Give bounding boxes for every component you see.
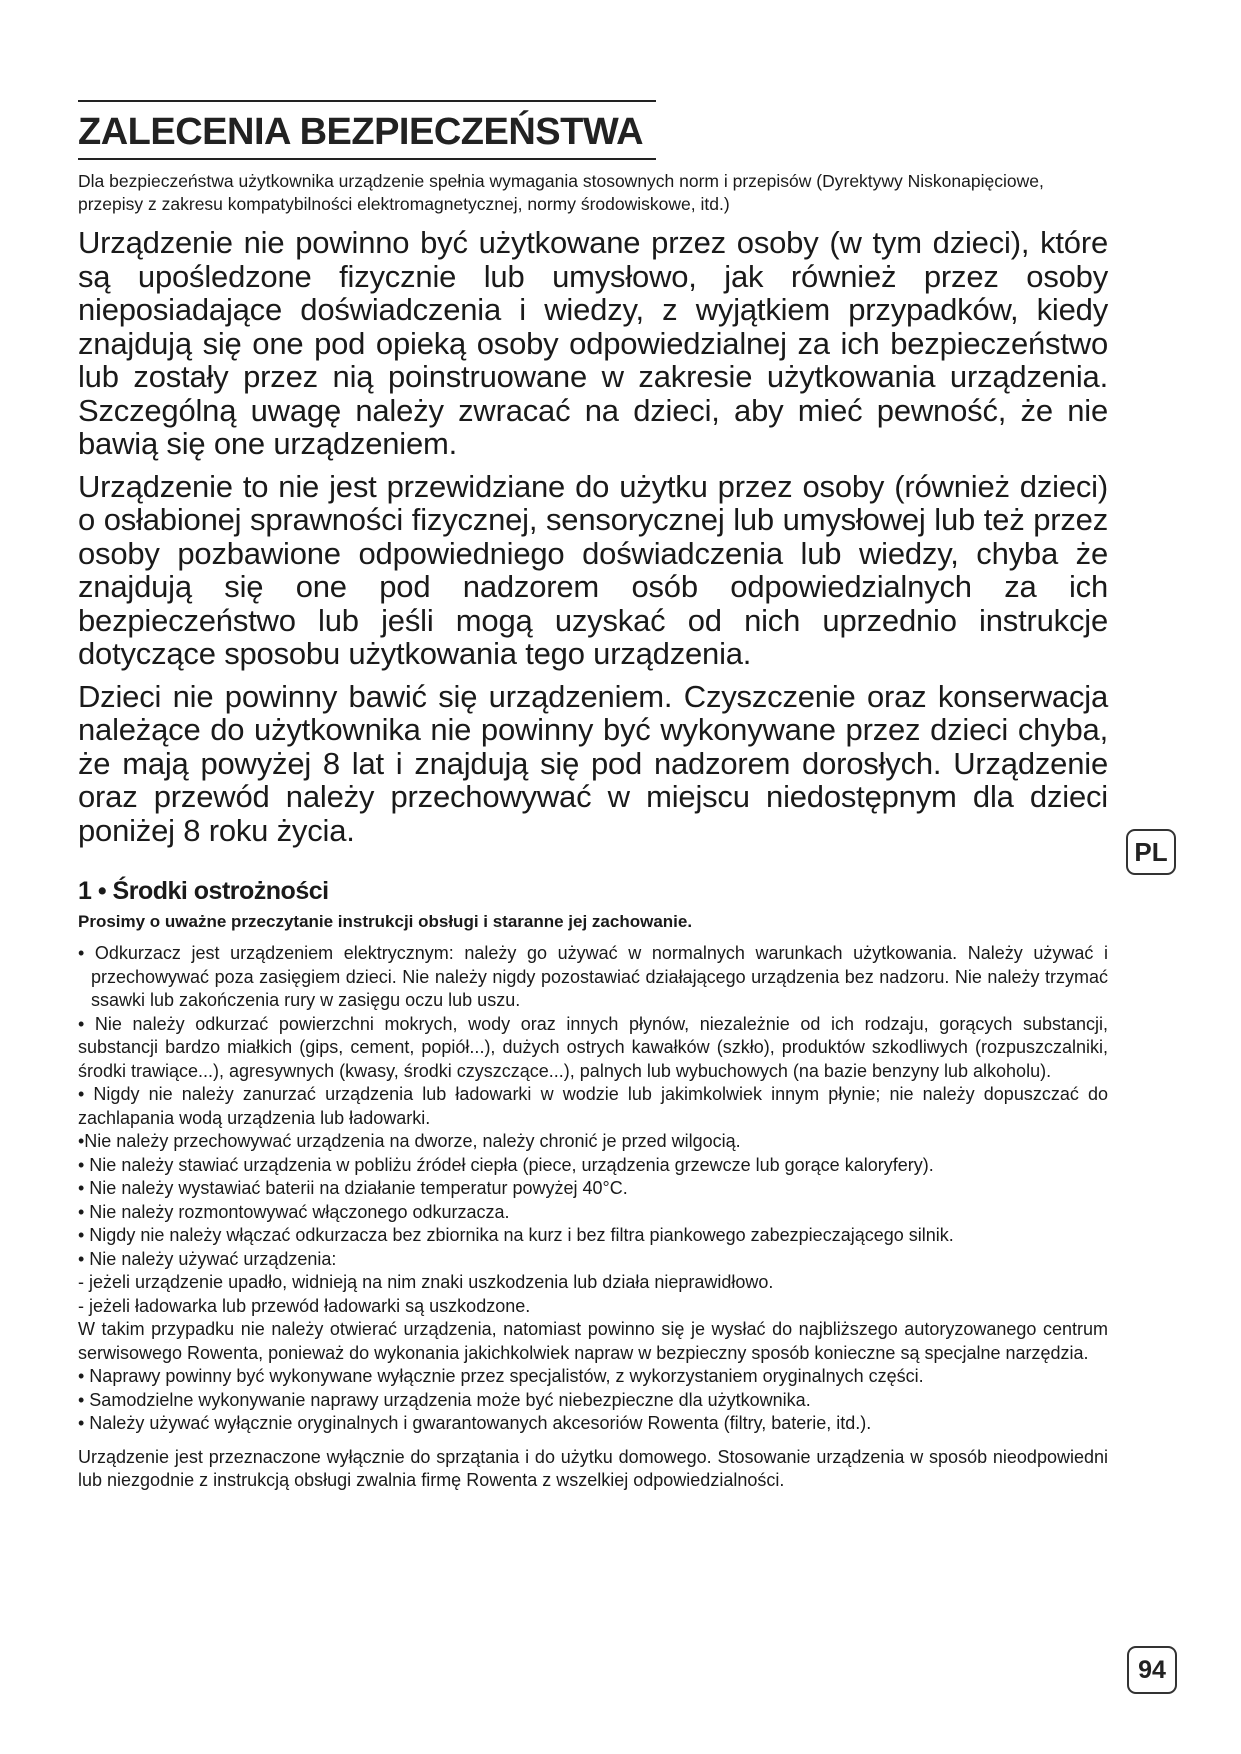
- section-lead: Prosimy o uważne przeczytanie instrukcji obsługi i staranne jej zachowanie.: [78, 912, 693, 931]
- intro-paragraph: Dla bezpieczeństwa użytkownika urządzenie spełnia wymagania stosownych norm i przepisów (Dyrektywy Niskonapięciowe, przepisy z zakresu kompatybilności elektromagnetycznej, normy środowiskowe, itd.): [78, 171, 1044, 214]
- warning-paragraph: Urządzenie nie powinno być użytkowane przez osoby (w tym dzieci), które są upośledzone fizycznie lub umysłowo, jak również przez osoby nieposiadające doświadczenia i wiedzy, z wyjątkiem przypadków, kiedy znajdują się one pod opieką osoby odpowiedzialnej za ich bezpieczeństwo lub zostały przez nią poinstruowane w zakresie użytkowania urządzenia. Szczególną uwagę należy zwracać na dzieci, aby mieć pewność, że nie bawią się one urządzeniem.: [78, 225, 1108, 461]
- title-rule-top: [78, 100, 656, 102]
- safety-rules-list: [78, 942, 1108, 1436]
- list-item: W takim przypadku nie należy otwierać urządzenia, natomiast powinno się je wysłać do najbliższego autoryzowanego centrum serwisowego Rowenta, ponieważ do wykonania jakichkolwiek napraw w bezpieczny sposób konieczne są specjalne narzędzia.: [78, 1319, 1108, 1363]
- title-rule-bottom: [78, 158, 656, 160]
- closing-paragraph: Urządzenie jest przeznaczone wyłącznie do sprzątania i do użytku domowego. Stosowanie urządzenia w sposób nieodpowiedni lub niezgodnie z instrukcją obsługi zwalnia firmę Rowenta z wszelkiej odpowiedzialności.: [78, 1446, 1108, 1490]
- document-page: [78, 100, 1108, 1511]
- list-item: • Samodzielne wykonywanie naprawy urządzenia może być niebezpieczne dla użytkownika.: [78, 1389, 811, 1410]
- page-number: 94: [1127, 1646, 1177, 1694]
- list-item: - jeżeli urządzenie upadło, widnieją na nim znaki uszkodzenia lub działa nieprawidłowo.: [78, 1272, 774, 1292]
- list-item: • Nie należy rozmontowywać włączonego odkurzacza.: [78, 1201, 510, 1222]
- list-item: • Nie należy wystawiać baterii na działanie temperatur powyżej 40°C.: [78, 1178, 628, 1198]
- page-title: ZALECENIA BEZPIECZEŃSTWA: [78, 111, 644, 153]
- language-tab: PL: [1126, 829, 1176, 875]
- list-item: • Naprawy powinny być wykonywane wyłącznie przez specjalistów, z wykorzystaniem oryginalnych części.: [78, 1366, 924, 1386]
- warning-paragraph: Dzieci nie powinny bawić się urządzeniem. Czyszczenie oraz konserwacja należące do użytkownika nie powinny być wykonywane przez dzieci chyba, że mają powyżej 8 lat i znajdują się pod nadzorem dorosłych. Urządzenie oraz przewód należy przechowywać w miejscu niedostępnym dla dzieci poniżej 8 roku życia.: [78, 678, 1108, 848]
- list-item: • Nigdy nie należy włączać odkurzacza bez zbiornika na kurz i bez filtra piankowego zabezpieczającego silnik.: [78, 1225, 954, 1245]
- list-item: • Nie należy odkurzać powierzchni mokrych, wody oraz innych płynów, niezależnie od ich rodzaju, gorących substancji, substancji bardzo miałkich (gips, cement, popiół...), dużych ostrych kawałków (szkło), produktów szkodliwych (rozpuszczalniki, środki trawiące...), agresywnych (kwasy, środki czyszczące...), palnych lub wybuchowych (na bazie benzyny lub alkoholu).: [78, 1013, 1108, 1081]
- list-item: • Nie należy używać urządzenia:: [78, 1248, 337, 1269]
- list-item: • Nigdy nie należy zanurzać urządzenia lub ładowarki w wodzie lub jakimkolwiek innym płynie; nie należy dopuszczać do zachlapania wodą urządzenia lub ładowarki.: [78, 1084, 1108, 1128]
- list-item: • Należy używać wyłącznie oryginalnych i gwarantowanych akcesoriów Rowenta (filtry, baterie, itd.).: [78, 1413, 872, 1433]
- list-item: •Nie należy przechowywać urządzenia na dworze, należy chronić je przed wilgocią.: [78, 1131, 741, 1151]
- list-item: • Nie należy stawiać urządzenia w pobliżu źródeł ciepła (piece, urządzenia grzewcze lub gorące kaloryfery).: [78, 1154, 934, 1175]
- warnings-block: [78, 226, 1108, 847]
- warning-paragraph: Urządzenie to nie jest przewidziane do użytku przez osoby (również dzieci) o osłabionej sprawności fizycznej, sensorycznej lub umysłowej lub też przez osoby pozbawione odpowiedniego doświadczenia lub wiedzy, chyba że znajdują się one pod nadzorem osób odpowiedzialnych za ich bezpieczeństwo lub jeśli mogą uzyskać od nich uprzednio instrukcje dotyczące sposobu użytkowania tego urządzenia.: [78, 468, 1108, 671]
- list-item: - jeżeli ładowarka lub przewód ładowarki są uszkodzone.: [78, 1295, 531, 1316]
- section-title: 1 • Środki ostrożności: [78, 877, 329, 905]
- list-item: • Odkurzacz jest urządzeniem elektrycznym: należy go używać w normalnych warunkach użytkowania. Należy używać i przechowywać poza zasięgiem dzieci. Nie należy nigdy pozostawiać działającego urządzenia bez nadzoru. Nie należy trzymać ssawki lub zakończenia rury w zasięgu oczu lub uszu.: [78, 943, 1108, 1010]
